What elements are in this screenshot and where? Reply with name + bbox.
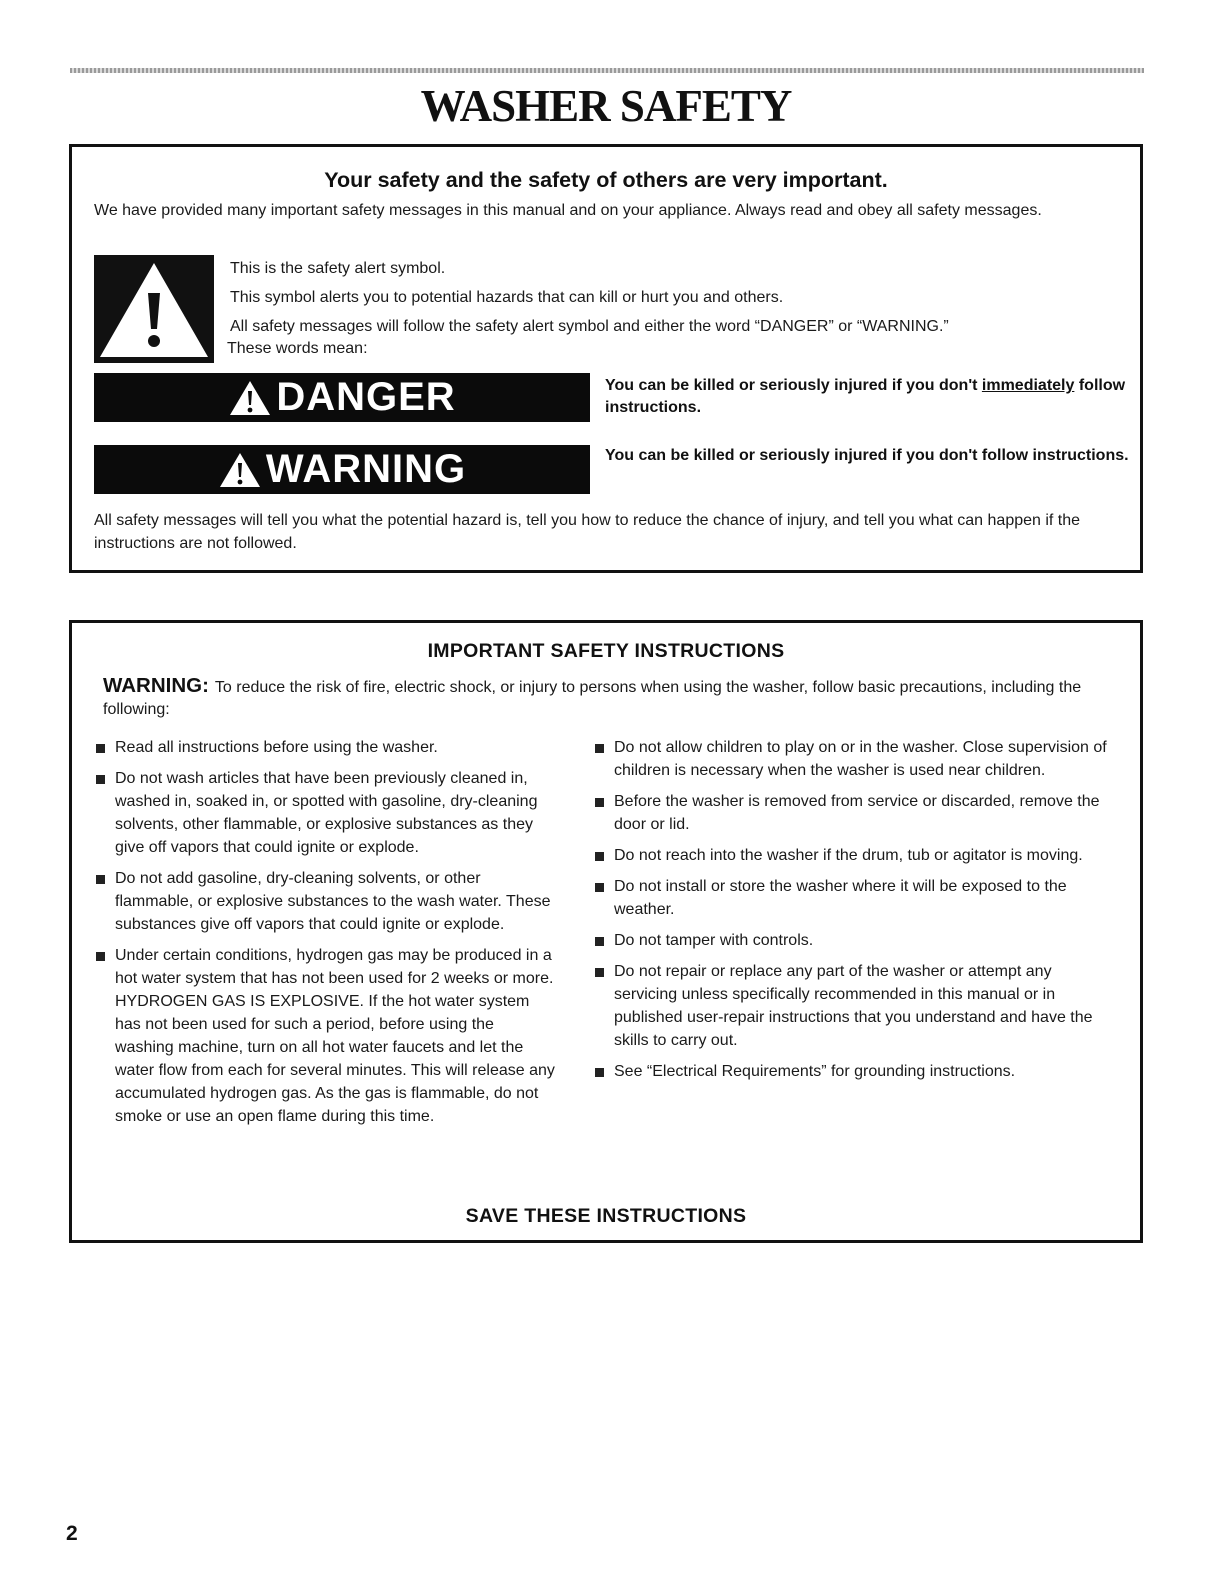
left-instructions-column — [95, 736, 557, 1136]
warning-signal-banner — [94, 445, 590, 494]
alert-line-4: These words mean: — [227, 340, 368, 357]
danger-signal-banner — [94, 373, 590, 422]
alert-line-2: This symbol alerts you to potential hazards that can kill or hurt you and others. — [230, 289, 784, 306]
bullet-icon — [595, 937, 604, 946]
right-instructions-column — [594, 736, 1114, 1091]
bullet-icon — [595, 798, 604, 807]
top-dotted-rule — [70, 68, 1144, 73]
warning-prefix: WARNING: — [103, 674, 209, 697]
safety-intro: We have provided many important safety messages in this manual and on your appliance. Always read and obey all safety messages. — [94, 202, 1042, 219]
bullet-icon — [96, 744, 105, 753]
bullet-icon — [595, 1068, 604, 1077]
danger-alert-icon — [228, 379, 272, 417]
bullet-icon — [595, 968, 604, 977]
list-item: Under certain conditions, hydrogen gas may be produced in a hot water system that has not been used for 2 weeks or more. HYDROGEN GAS IS EXPLOSIVE. If the hot water system has not been used for such a period, before using the washing machine, turn on all hot water faucets and let the water flow from each for several minutes. This will release any accumulated hydrogen gas. As the gas is flammable, do not smoke or use an open flame during this time. — [95, 944, 557, 1128]
bullet-icon — [96, 952, 105, 961]
bullet-icon — [595, 744, 604, 753]
important-safety-instructions-box — [69, 620, 1143, 1243]
bullet-icon — [595, 852, 604, 861]
warning-text: To reduce the risk of fire, electric shock, or injury to persons when using the washer, follow basic precautions, including the following: — [103, 679, 1082, 718]
safety-alert-icon — [94, 255, 214, 363]
warning-paragraph — [103, 675, 1103, 721]
page-number: 2 — [66, 1522, 78, 1545]
page-title: WASHER SAFETY — [420, 81, 792, 131]
list-item: Do not wash articles that have been previously cleaned in, washed in, soaked in, or spotted with gasoline, dry-cleaning solvents, other flammable, or explosive substances as they give off vapors that could ignite or explode. — [95, 767, 557, 859]
bullet-icon — [96, 775, 105, 784]
safety-message-box — [69, 144, 1143, 573]
danger-description: You can be killed or seriously injured if you don't immediately follow instructions. — [605, 377, 1126, 416]
list-item: See “Electrical Requirements” for grounding instructions. — [594, 1060, 1114, 1083]
bullet-icon — [595, 883, 604, 892]
warning-label: WARNING — [265, 447, 467, 491]
list-item: Do not allow children to play on or in the washer. Close supervision of children is necessary when the washer is used near children. — [594, 736, 1114, 782]
list-item: Do not add gasoline, dry-cleaning solvents, or other flammable, or explosive substances to the wash water. These substances give off vapors that could ignite or explode. — [95, 867, 557, 936]
save-instructions-footer: SAVE THESE INSTRUCTIONS — [465, 1205, 747, 1227]
list-item: Before the washer is removed from service or discarded, remove the door or lid. — [594, 790, 1114, 836]
safety-closing: All safety messages will tell you what the potential hazard is, tell you how to reduce the chance of injury, and tell you what can happen if the instructions are not followed. — [94, 512, 1081, 552]
warning-description: You can be killed or seriously injured if you don't follow instructions. — [605, 447, 1129, 464]
list-item: Do not repair or replace any part of the washer or attempt any servicing unless specifically recommended in this manual or in published user-repair instructions that you understand and have the skills to carry out. — [594, 960, 1114, 1052]
alert-line-1: This is the safety alert symbol. — [230, 260, 446, 277]
list-item: Do not install or store the washer where it will be exposed to the weather. — [594, 875, 1114, 921]
instructions-heading: IMPORTANT SAFETY INSTRUCTIONS — [427, 640, 785, 662]
list-item: Do not reach into the washer if the drum, tub or agitator is moving. — [594, 844, 1114, 867]
alert-line-3: All safety messages will follow the safety alert symbol and either the word “DANGER” or “WARNING.” — [230, 318, 949, 335]
safety-headline: Your safety and the safety of others are very important. — [324, 168, 888, 192]
bullet-icon — [96, 875, 105, 884]
list-item: Read all instructions before using the washer. — [95, 736, 557, 759]
list-item: Do not tamper with controls. — [594, 929, 1114, 952]
danger-label: DANGER — [276, 375, 456, 419]
warning-alert-icon — [218, 451, 262, 489]
